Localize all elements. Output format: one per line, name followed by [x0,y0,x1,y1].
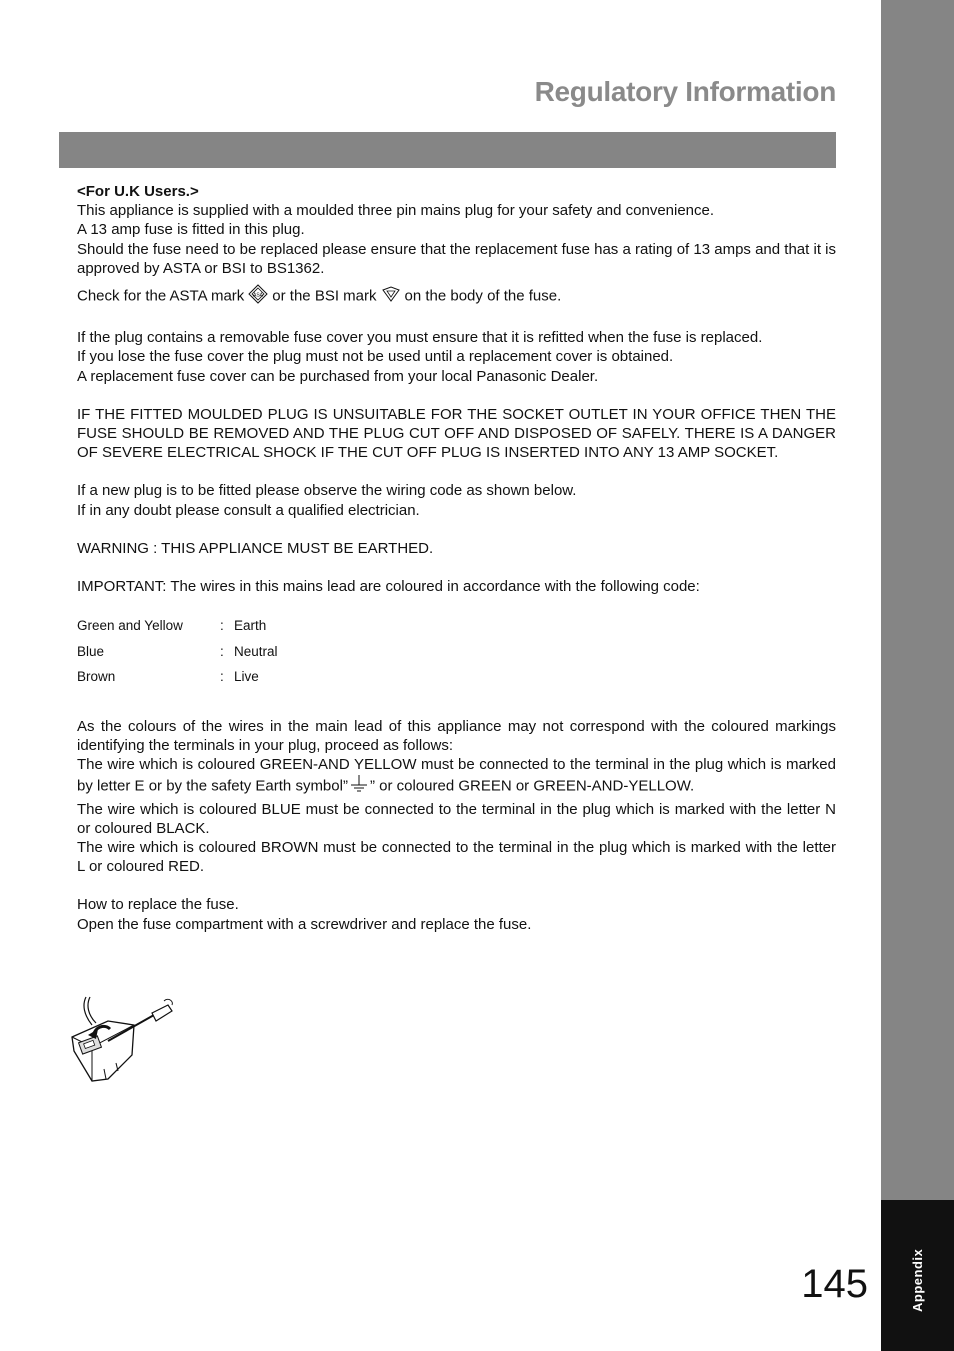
text-line: If the plug contains a removable fuse cover you must ensure that it is refitted when the fuse is replaced. [77,329,763,347]
page-number: 145 [801,1262,868,1306]
wire-code-table [77,613,836,690]
important-line: IMPORTANT: The wires in this mains lead are coloured in accordance with the following code: [77,578,700,596]
warning-line: WARNING : THIS APPLIANCE MUST BE EARTHED. [77,539,434,557]
text-line: This appliance is supplied with a moulded three pin mains plug for your safety and convenience. [77,202,715,220]
text-line: If in any doubt please consult a qualified electrician. [77,501,420,519]
text-line: If a new plug is to be fitted please observe the wiring code as shown below. [77,482,577,500]
text-line: As the colours of the wires in the main lead of this appliance may not correspond with the coloured markings identifying the terminals in your plug, proceed as follows: [77,717,836,754]
wire-row [77,639,836,665]
text-line: The wire which is coloured BLUE must be connected to the terminal in the plug which is marked with the letter N or coloured BLACK. [77,800,836,837]
text-line: If you lose the fuse cover the plug must not be used until a replacement cover is obtained. [77,348,674,366]
caution-paragraph: IF THE FITTED MOULDED PLUG IS UNSUITABLE FOR THE SOCKET OUTLET IN YOUR OFFICE THEN THE FUSE SHOULD BE REMOVED AND THE PLUG CUT OFF AND DISPOSED OF SAFELY. THERE IS A DANGER OF SEVERE ELECTRICAL SHOCK IF THE CUT OFF PLUG IS INSERTED INTO ANY 13 AMP SOCKET. [77,405,836,462]
bsi-kitemark-icon [381,285,401,308]
asta-mark-icon [248,284,268,309]
text-line: A replacement fuse cover can be purchased from your local Panasonic Dealer. [77,367,599,385]
text-line: Should the fuse need to be replaced please ensure that the replacement fuse has a rating of 13 amps and that it is approved by ASTA or BSI to BS1362. [77,240,836,277]
green-yellow-wire-line [77,755,836,799]
wire-separator: : [220,669,224,685]
wire-colour: Green and Yellow [77,618,183,634]
wire-function: Neutral [234,643,278,659]
check-text-3: on the body of the fuse. [404,287,562,305]
check-text-2: or the BSI mark [272,287,377,305]
green-yellow-text-2: ” or coloured GREEN or GREEN-AND-YELLOW. [369,777,695,795]
title-bar [59,132,836,168]
wire-separator: : [220,618,224,634]
body-content [77,182,836,934]
plug-fuse-screwdriver-illustration [68,995,178,1090]
check-marks-line [77,284,836,309]
green-yellow-text-1: The wire which is coloured GREEN-AND YELLOW must be connected to the terminal in the plug which is marked by letter E or by the safety Earth symbol” [77,756,836,795]
text-line: A 13 amp fuse is fitted in this plug. [77,221,305,239]
section-heading: <For U.K Users.> [77,183,199,200]
wire-row [77,613,836,639]
wire-colour: Blue [77,643,105,659]
page-title: Regulatory Information [534,76,836,107]
wire-function: Live [234,669,259,685]
text-line: The wire which is coloured BROWN must be connected to the terminal in the plug which is marked with the letter L or coloured RED. [77,838,836,876]
wire-colour: Brown [77,669,116,685]
svg-text:ASA: ASA [253,292,264,299]
earth-symbol-icon [349,774,369,799]
wire-function: Earth [234,618,267,634]
text-line: How to replace the fuse. [77,896,239,914]
text-line: Open the fuse compartment with a screwdriver and replace the fuse. [77,915,532,933]
section-label: Appendix [910,1248,925,1312]
check-text-1: Check for the ASTA mark [77,287,245,305]
wire-row [77,664,836,690]
wire-separator: : [220,643,224,659]
side-tab [881,0,954,1200]
